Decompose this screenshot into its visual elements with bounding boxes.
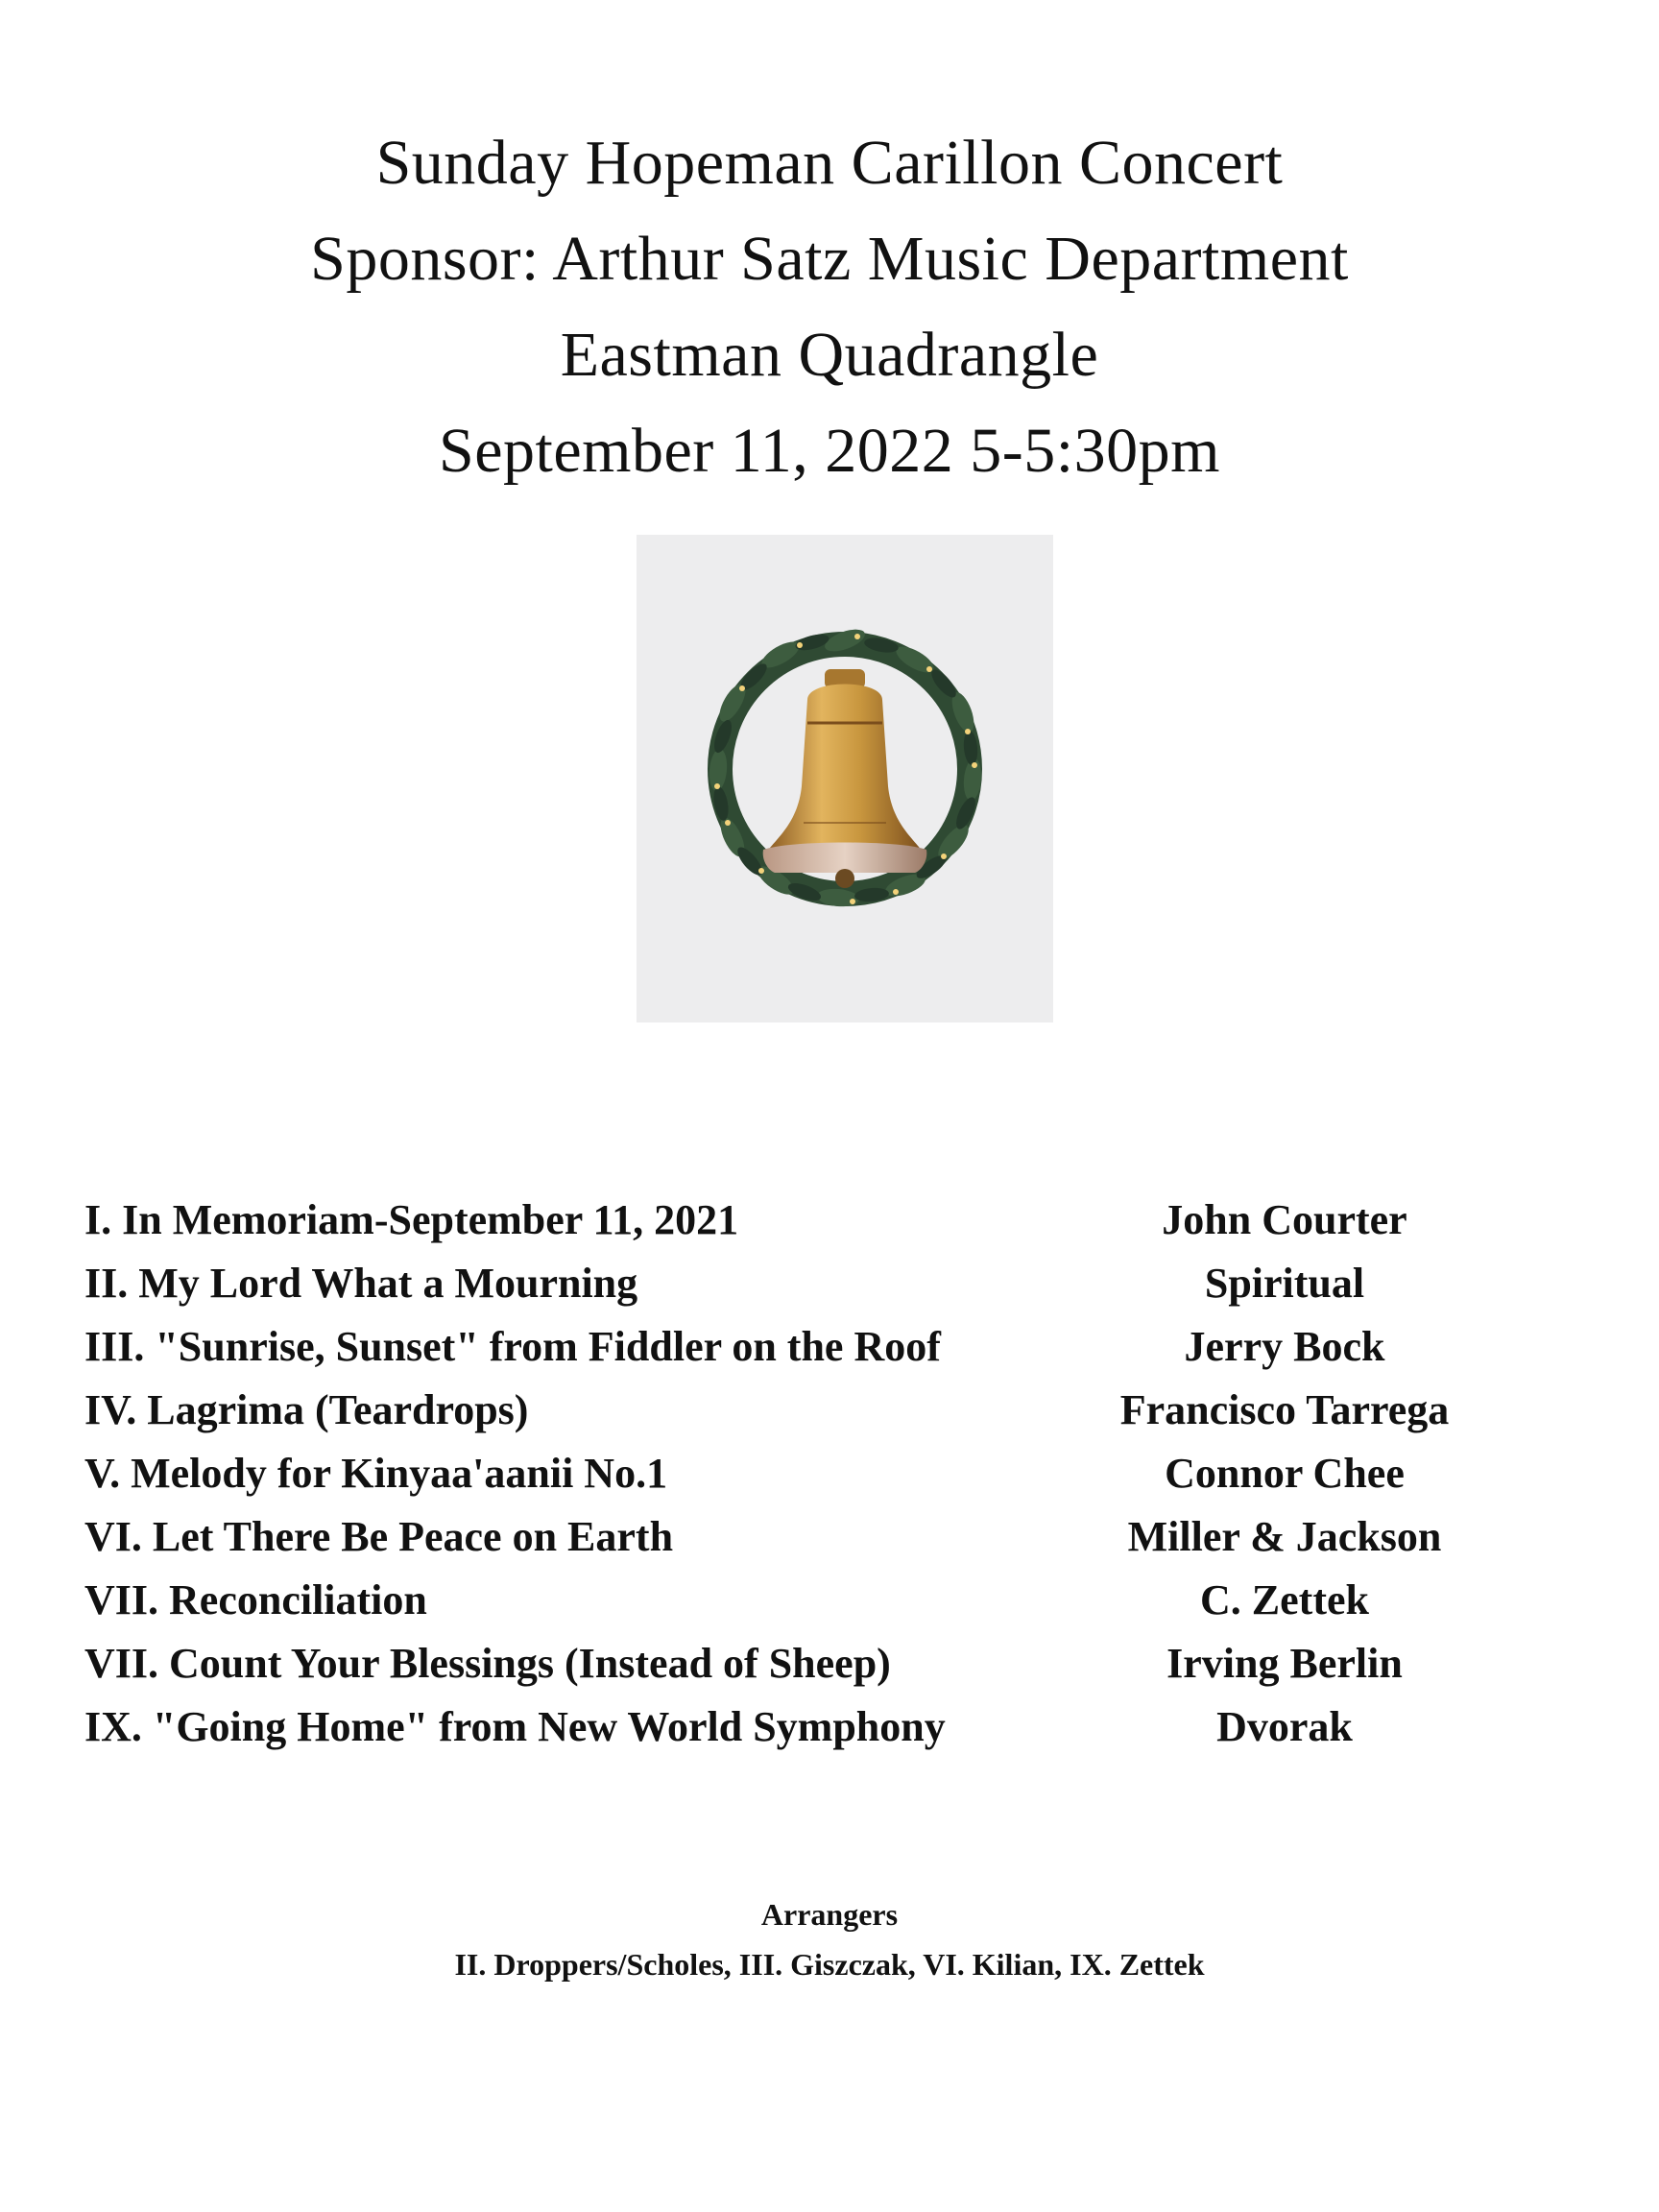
piece-composer: Miller & Jackson <box>1127 1513 1442 1560</box>
piece-composer: John Courter <box>1162 1196 1407 1243</box>
program-row <box>84 1189 1582 1252</box>
piece-composer: Spiritual <box>1204 1260 1365 1307</box>
arrangers-list: II. Droppers/Scholes, III. Giszczak, VI. Kilian, IX. Zettek <box>454 1947 1205 1982</box>
concert-header <box>0 115 1659 499</box>
arrangers-heading: Arrangers <box>760 1897 899 1932</box>
program-row <box>84 1695 1582 1759</box>
program-row <box>84 1252 1582 1315</box>
program-row <box>84 1442 1582 1505</box>
program-row <box>84 1569 1582 1632</box>
concert-date-time: September 11, 2022 5-5:30pm <box>439 416 1220 486</box>
piece-title: VII. Count Your Blessings (Instead of Sheep) <box>84 1640 891 1687</box>
piece-title: VI. Let There Be Peace on Earth <box>84 1513 674 1560</box>
bell-wreath-illustration <box>637 535 1053 1022</box>
concert-sponsor: Sponsor: Arthur Satz Music Department <box>310 224 1349 294</box>
piece-title: VII. Reconciliation <box>84 1576 427 1623</box>
program-row <box>84 1505 1582 1569</box>
program-row <box>84 1632 1582 1695</box>
program-list <box>84 1189 1582 1759</box>
piece-composer: Irving Berlin <box>1166 1640 1403 1687</box>
piece-title: IX. "Going Home" from New World Symphony <box>84 1703 946 1750</box>
piece-composer: Francisco Tarrega <box>1119 1386 1450 1433</box>
bell-wreath-icon <box>637 535 1053 1022</box>
program-row <box>84 1379 1582 1442</box>
concert-title: Sunday Hopeman Carillon Concert <box>375 128 1284 198</box>
piece-title: V. Melody for Kinyaa'aanii No.1 <box>84 1450 668 1497</box>
program-row <box>84 1315 1582 1379</box>
concert-location: Eastman Quadrangle <box>560 320 1099 390</box>
piece-composer: Jerry Bock <box>1184 1323 1385 1370</box>
piece-title: IV. Lagrima (Teardrops) <box>84 1386 529 1433</box>
piece-composer: Connor Chee <box>1165 1450 1405 1497</box>
piece-composer: C. Zettek <box>1200 1576 1369 1623</box>
piece-title: III. "Sunrise, Sunset" from Fiddler on the Roof <box>84 1323 941 1370</box>
arrangers-section <box>0 1889 1659 1989</box>
piece-title: II. My Lord What a Mourning <box>84 1260 638 1307</box>
piece-title: I. In Memoriam-September 11, 2021 <box>84 1196 739 1243</box>
piece-composer: Dvorak <box>1216 1703 1353 1750</box>
